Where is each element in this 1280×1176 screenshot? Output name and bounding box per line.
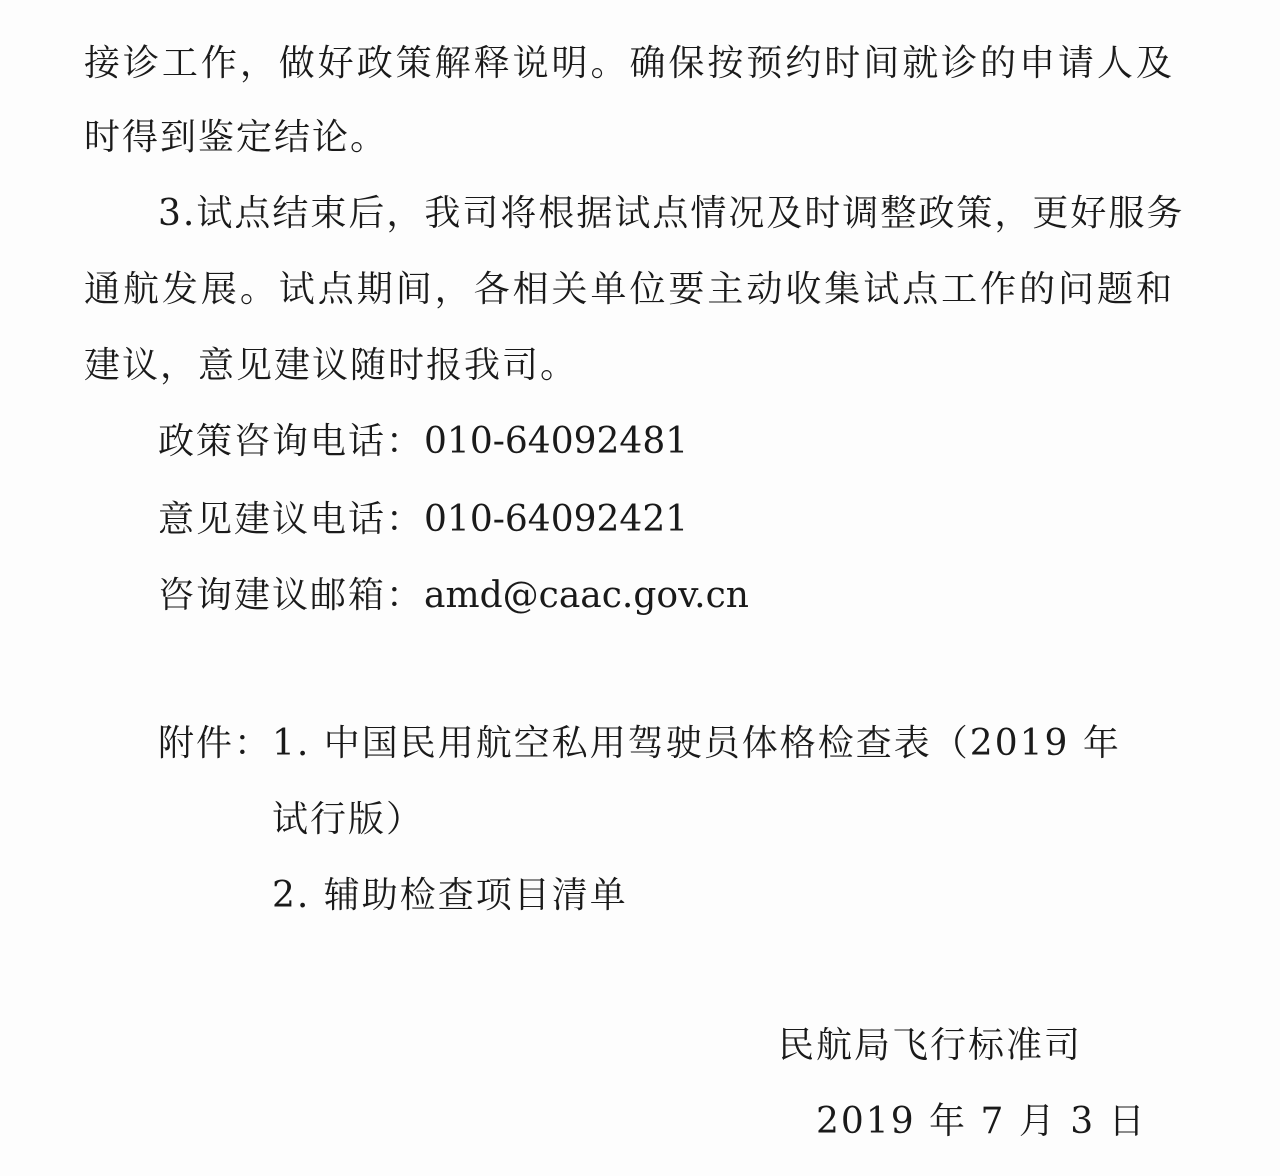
policy-phone-value: 010-64092481 — [424, 421, 689, 462]
email-row — [158, 574, 749, 618]
attachment-item-1-line-2: 试行版） — [272, 799, 425, 840]
feedback-phone-row — [158, 498, 688, 542]
paragraph-2-tail-line-2: 时得到鉴定结论。 — [84, 117, 389, 158]
feedback-phone-label: 意见建议电话： — [158, 499, 425, 540]
paragraph-3-line-2: 通航发展。试点期间，各相关单位要主动收集试点工作的问题和 — [84, 269, 1174, 310]
signature-date: 2019 年 7 月 3 日 — [816, 1101, 1147, 1142]
feedback-phone-value: 010-64092421 — [424, 499, 689, 540]
policy-phone-label: 政策咨询电话： — [158, 421, 425, 462]
email-label: 咨询建议邮箱： — [158, 575, 425, 616]
attachment-item-1-line-1: 1. 中国民用航空私用驾驶员体格检查表（2019 年 — [272, 723, 1121, 764]
policy-phone-row — [158, 420, 688, 464]
paragraph-3-line-3: 建议，意见建议随时报我司。 — [84, 345, 579, 386]
signature-organization: 民航局飞行标准司 — [778, 1025, 1083, 1066]
email-value: amd@caac.gov.cn — [424, 575, 749, 616]
paragraph-2-tail-line-1: 接诊工作，做好政策解释说明。确保按预约时间就诊的申请人及 — [84, 43, 1174, 84]
paragraph-3-line-1: 3.试点结束后，我司将根据试点情况及时调整政策，更好服务 — [158, 193, 1185, 234]
attachment-item-2: 2. 辅助检查项目清单 — [272, 875, 628, 916]
attachments-label: 附件： — [158, 723, 273, 764]
